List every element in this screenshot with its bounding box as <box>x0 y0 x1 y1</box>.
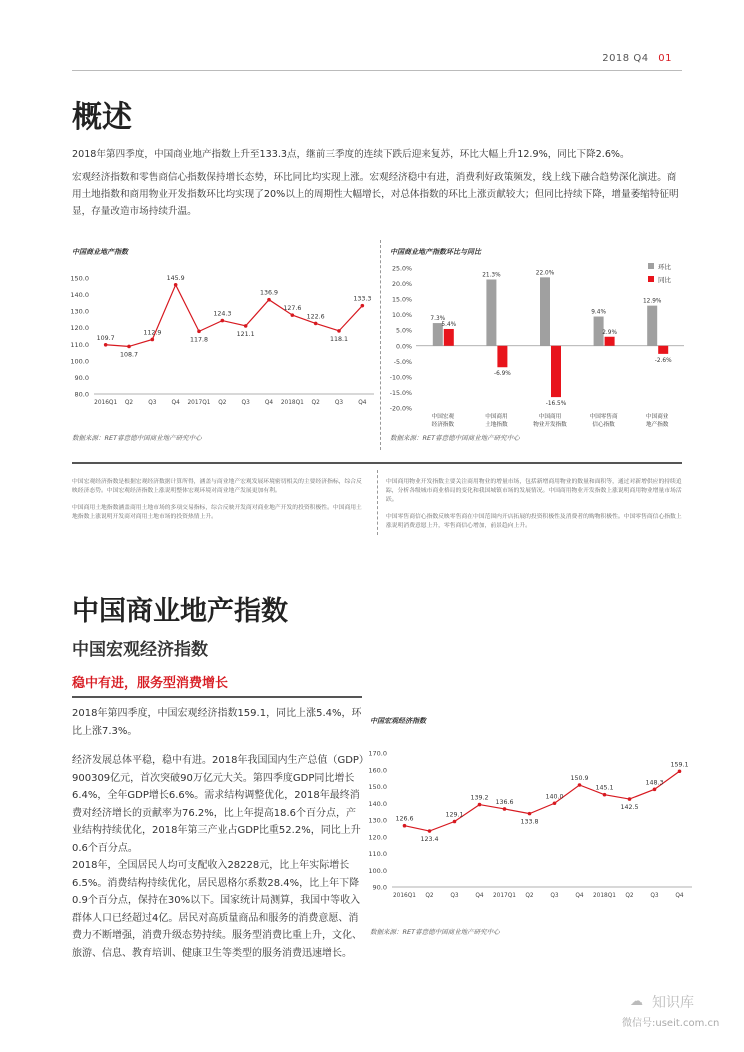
data-point <box>267 298 271 302</box>
data-label: 136.6 <box>495 798 514 806</box>
section2-subtitle: 中国宏观经济指数 <box>72 640 208 660</box>
section2-highlight: 稳中有进，服务型消费增长 <box>72 676 229 691</box>
y-tick-label: 80.0 <box>74 390 89 399</box>
data-point <box>678 769 682 773</box>
x-tick-label: Q2 <box>124 400 134 406</box>
y-tick-label: 140.0 <box>368 799 387 808</box>
x-tick-label: 2016Q1 <box>392 893 417 899</box>
page-header <box>602 53 672 64</box>
data-point <box>403 824 407 828</box>
data-point <box>104 343 108 347</box>
x-category-label: 信心指数 <box>592 422 615 428</box>
chart1-source: 数据来源：RET睿意德中国商业地产研究中心 <box>72 434 202 442</box>
bar-label: -16.5% <box>545 401 567 408</box>
bar-yoy <box>551 346 561 397</box>
data-label: 133.8 <box>520 818 539 826</box>
x-tick-label: Q4 <box>575 893 584 899</box>
y-tick-label: 150.0 <box>70 274 89 283</box>
x-category-label: 土地指数 <box>485 422 508 428</box>
x-tick-label: 2017Q1 <box>187 400 211 406</box>
data-label: 129.1 <box>445 811 464 819</box>
watermark-name: 知识库 <box>652 995 694 1011</box>
data-label: 136.9 <box>259 289 279 297</box>
data-label: 118.1 <box>329 335 349 343</box>
data-point <box>221 319 225 323</box>
bar-yoy <box>444 329 454 346</box>
section2-paragraph-2: 经济发展总体平稳，稳中有进。2018年我国国内生产总值（GDP）900309亿元，首次突破90万亿元大关。第四季度GDP同比增长6.4%，全年GDP增长6.6%。需求结构调整优化，2018年最终消费对经济增长的贡献率为76.2%，比上年提高18.6个百分点，产业结构持续优化，2018年第三产业占GDP比重52.2%，同比上升0.6个百分点。 <box>72 755 364 854</box>
y-tick-label: 120.0 <box>70 324 89 333</box>
series-line <box>405 771 680 831</box>
y-tick-label: 10.0% <box>391 312 412 320</box>
data-point <box>603 793 607 797</box>
x-category-label: 中国商用 <box>538 414 562 420</box>
overview-paragraph-2: 宏观经济指数和零售商信心指数保持增长态势，环比同比均实现上涨。宏观经济稳中有进，消费利好政策频发，线上线下融合趋势深化演进。商用土地指数和商用物业开发指数环比均实现了20%以上的周期性大幅增长，对总体指数的环比上涨贡献较大；但同比持续下降，增量萎缩特征明显，存量改造市场持续升温。 <box>72 172 679 217</box>
x-category-label: 中国零售商 <box>589 414 618 420</box>
mom-yoy-bar-chart <box>386 255 686 430</box>
chart1-title: 中国商业地产指数 <box>72 248 128 256</box>
y-tick-label: 0.0% <box>396 343 412 351</box>
x-tick-label: Q2 <box>625 893 634 899</box>
note-macro-index: 中国宏观经济指数是根据宏观经济数据计算所得，涵盖与商业地产宏观发展环境密切相关的主要经济指标，综合反映经济态势。中国宏观经济指数上涨说明整体宏观环境对商业地产发展更加有利。 <box>72 479 362 494</box>
x-tick-label: 2016Q1 <box>94 400 118 406</box>
y-tick-label: 20.0% <box>391 281 412 289</box>
y-tick-label: 100.0 <box>70 357 89 366</box>
x-category-label: 地产指数 <box>646 422 669 428</box>
x-tick-label: Q4 <box>171 400 180 406</box>
x-tick-label: Q4 <box>358 400 367 406</box>
data-label: 133.3 <box>353 295 372 303</box>
data-point <box>428 829 432 833</box>
x-tick-label: 2017Q1 <box>492 893 517 899</box>
y-tick-label: 90.0 <box>372 883 387 892</box>
overview-title: 概述 <box>72 100 132 135</box>
bar-label: 7.3% <box>430 316 446 323</box>
data-point <box>337 329 341 333</box>
x-tick-label: Q4 <box>675 893 684 899</box>
y-tick-label: 110.0 <box>70 340 89 349</box>
y-tick-label: 25.0% <box>391 265 412 273</box>
x-tick-label: Q3 <box>450 893 459 899</box>
chart2-title: 中国商业地产指数环比与同比 <box>390 248 481 256</box>
x-tick-label: Q3 <box>241 400 250 406</box>
y-tick-label: 120.0 <box>368 833 387 842</box>
note-retailer-confidence: 中国零售商信心指数反映零售商在中国范围内开店拓展的投资积极性及消费者的购物积极性。中国零售商信心指数上涨说明消费意愿上升，零售商信心增加，前景趋向上升。 <box>386 514 682 529</box>
data-point <box>244 324 248 328</box>
notes-vertical-divider <box>377 470 378 535</box>
bar-mom <box>647 306 657 346</box>
x-tick-label: 2018Q1 <box>592 893 617 899</box>
x-tick-label: Q3 <box>334 400 344 406</box>
y-tick-label: 15.0% <box>391 296 412 304</box>
x-tick-label: Q3 <box>650 893 659 899</box>
bar-yoy <box>605 337 615 346</box>
note-development-index: 中国商用物业开发指数主要关注商用物业的增量市场，包括新增商用物业的数量和面积等，通过对新增供应的持续追踪，分析各级城市商业格局的变化和我国城镇市场的发展情况。中国商用物业开发指数上涨说明商用物业增量市场活跃。 <box>386 479 682 503</box>
data-point <box>174 283 178 287</box>
data-label: 112.9 <box>143 329 162 337</box>
data-label: 150.9 <box>570 774 589 782</box>
data-label: 145.9 <box>166 274 185 282</box>
x-category-label: 中国商业 <box>646 414 669 420</box>
watermark-id: 微信号:useit.com.cn <box>622 1018 720 1029</box>
data-label: 122.6 <box>306 313 325 321</box>
section2-paragraph-1: 2018年第四季度，中国宏观经济指数159.1，同比上涨5.4%，环比上涨7.3%。 <box>72 708 362 737</box>
x-category-label: 物业开发指数 <box>533 422 567 428</box>
legend-swatch <box>648 263 654 269</box>
data-label: 124.3 <box>213 310 232 318</box>
bar-yoy <box>658 346 668 354</box>
bar-mom <box>486 280 496 346</box>
bar-label: 5.4% <box>441 321 457 328</box>
section2-title: 中国商业地产指数 <box>72 596 288 627</box>
data-label: 117.8 <box>189 336 209 344</box>
bar-label: 9.4% <box>591 309 606 316</box>
data-label: 108.7 <box>119 351 139 359</box>
section2-paragraph-3: 2018年，全国居民人均可支配收入28228元，比上年实际增长6.5%。消费结构持续优化，居民恩格尔系数28.4%，比上年下降0.9个百分点，保持在30%以下。国家统计局测算，我国中等收入群体人口已经超过4亿。居民对高质量商品和服务的消费意愿、消费力不断增强，消费升级态势持续。服务型消费比重上升，文化、旅游、信息、教育培训、健康卫生等类型的服务消费迅速增长。 <box>72 860 362 959</box>
x-tick-label: 2018Q1 <box>280 400 304 406</box>
header-rule <box>72 70 682 71</box>
legend-label: 环比 <box>658 263 671 271</box>
bar-label: 22.0% <box>535 270 555 277</box>
data-label: 123.4 <box>420 836 439 844</box>
y-tick-label: 90.0 <box>74 373 89 382</box>
y-tick-label: 140.0 <box>70 291 89 300</box>
x-category-label: 中国商用 <box>485 414 508 420</box>
macro-economy-index-chart <box>364 745 694 905</box>
data-point <box>314 322 318 326</box>
bar-mom <box>540 277 550 345</box>
y-tick-label: -15.0% <box>389 389 412 397</box>
section2-divider <box>72 696 362 698</box>
x-category-label: 经济指数 <box>431 422 454 428</box>
bar-yoy <box>497 346 507 367</box>
y-tick-label: 100.0 <box>368 866 387 875</box>
chart2-source: 数据来源：RET睿意德中国商业地产研究中心 <box>390 434 520 442</box>
chart-divider <box>380 240 381 450</box>
data-point <box>151 338 155 342</box>
bar-label: 21.3% <box>482 272 501 279</box>
data-point <box>453 820 457 824</box>
data-point <box>478 803 482 807</box>
x-tick-label: Q4 <box>264 400 274 406</box>
bar-label: 12.9% <box>642 298 662 305</box>
data-point <box>578 783 582 787</box>
chart3-source: 数据来源：RET睿意德中国商业地产研究中心 <box>370 928 500 936</box>
y-tick-label: -5.0% <box>393 358 412 366</box>
y-tick-label: -10.0% <box>389 374 412 382</box>
data-point <box>653 788 657 792</box>
data-label: 159.1 <box>670 761 689 769</box>
y-tick-label: 170.0 <box>368 749 387 758</box>
data-point <box>553 801 557 805</box>
y-tick-label: 130.0 <box>368 816 387 825</box>
data-label: 121.1 <box>236 330 255 338</box>
note-land-index: 中国商用土地指数涵盖商用土地市场的多项交易指标，综合反映开发商对商业地产开发的投资积极性。中国商用土地指数上涨说明开发商对商用土地市场的投资热情上升。 <box>72 505 362 520</box>
y-tick-label: 150.0 <box>368 783 387 791</box>
chart3-title: 中国宏观经济指数 <box>370 717 426 725</box>
x-tick-label: Q3 <box>550 893 559 899</box>
notes-divider <box>72 462 682 464</box>
x-tick-label: Q3 <box>148 400 157 406</box>
data-label: 109.7 <box>96 334 115 342</box>
x-tick-label: Q4 <box>475 893 484 899</box>
bar-label: 2.9% <box>602 329 617 336</box>
page-number: 01 <box>658 53 672 64</box>
y-tick-label: 5.0% <box>396 327 412 335</box>
y-tick-label: 160.0 <box>368 766 387 775</box>
data-label: 148.3 <box>645 779 664 787</box>
x-tick-label: Q2 <box>425 893 434 899</box>
bar-label: -2.6% <box>654 357 672 364</box>
legend-label: 同比 <box>658 276 671 284</box>
x-tick-label: Q2 <box>311 400 320 406</box>
data-point <box>361 304 365 308</box>
wechat-icon: ☁ <box>630 994 643 1009</box>
commercial-property-index-chart <box>68 258 378 418</box>
y-tick-label: 110.0 <box>368 850 387 858</box>
overview-paragraph-1: 2018年第四季度，中国商业地产指数上升至133.3点，继前三季度的连续下跌后迎来复苏，环比大幅上升12.9%，同比下降2.6%。 <box>72 149 630 160</box>
bar-label: -6.9% <box>493 371 511 378</box>
x-tick-label: Q2 <box>218 400 227 406</box>
header-quarter: 2018 Q4 <box>602 53 649 64</box>
data-label: 145.1 <box>595 784 614 792</box>
data-label: 140.0 <box>545 793 564 801</box>
x-category-label: 中国宏观 <box>431 414 454 420</box>
data-label: 127.6 <box>283 305 302 313</box>
legend-swatch <box>648 276 654 282</box>
data-label: 142.5 <box>620 804 639 812</box>
data-point <box>197 330 201 334</box>
data-point <box>528 812 532 816</box>
data-label: 126.6 <box>395 815 414 823</box>
y-tick-label: 130.0 <box>70 307 89 316</box>
data-label: 139.2 <box>470 794 489 802</box>
data-point <box>291 313 295 317</box>
x-tick-label: Q2 <box>525 893 534 899</box>
data-point <box>127 345 131 349</box>
data-point <box>503 807 507 811</box>
data-point <box>628 797 632 801</box>
y-tick-label: -20.0% <box>389 405 412 413</box>
